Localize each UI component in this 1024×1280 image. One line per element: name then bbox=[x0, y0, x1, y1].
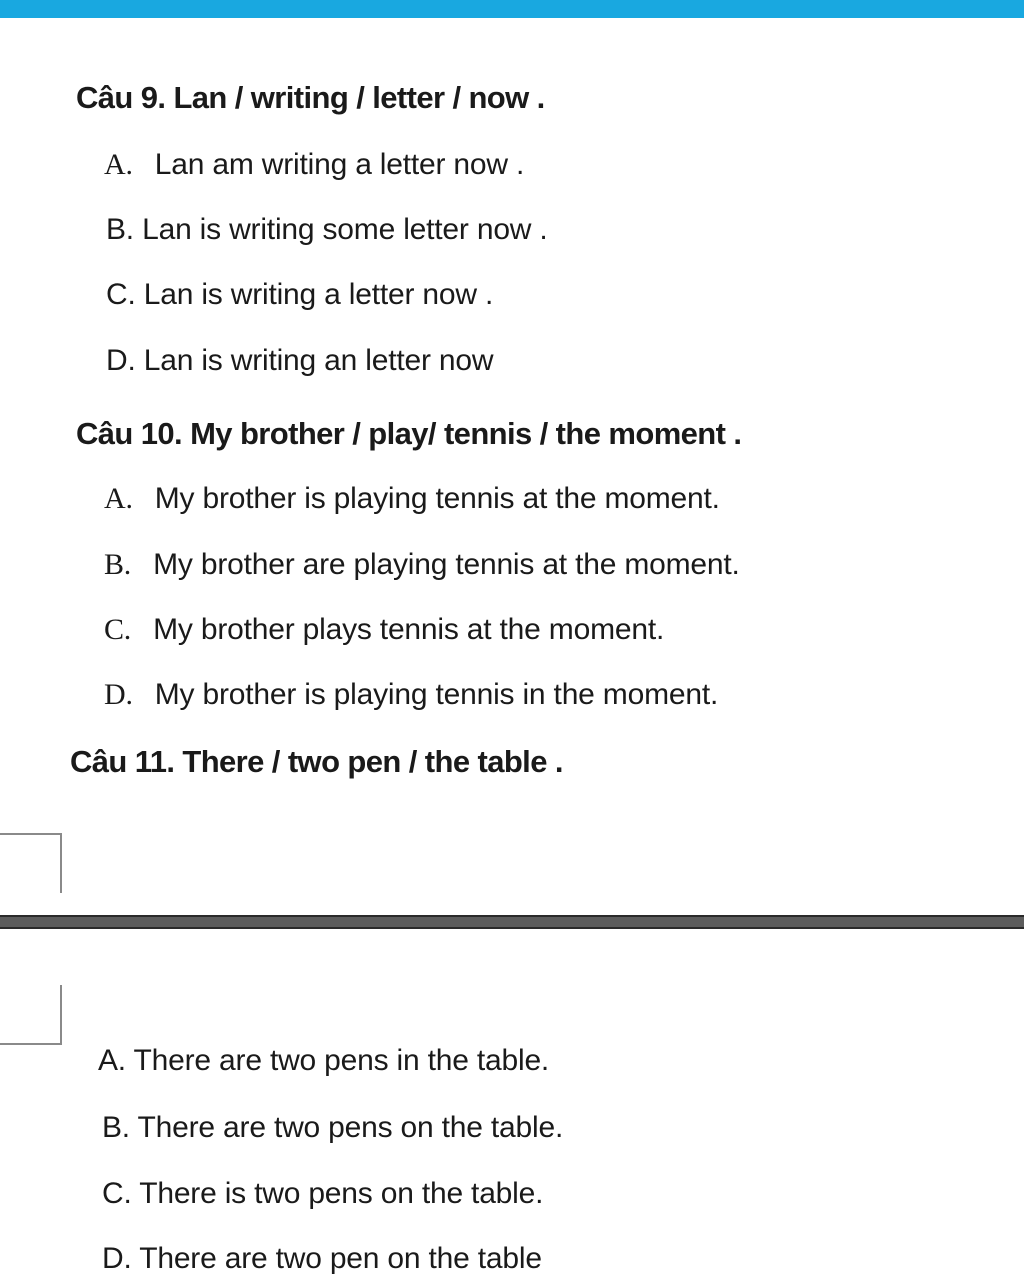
option-letter: B. bbox=[106, 213, 134, 246]
option-text: There are two pen on the table bbox=[139, 1242, 542, 1275]
question-9-option-a[interactable] bbox=[104, 148, 524, 182]
question-10-title: Câu 10. My brother / play/ tennis / the moment . bbox=[76, 416, 742, 451]
page-corner-mark-bottom bbox=[0, 985, 62, 1045]
option-text: Lan is writing some letter now . bbox=[142, 213, 548, 246]
option-text: There are two pens on the table. bbox=[137, 1111, 564, 1144]
option-text: My brother is playing tennis at the moment. bbox=[154, 482, 720, 515]
option-text: My brother are playing tennis at the moment. bbox=[153, 548, 740, 581]
option-letter: A. bbox=[104, 148, 133, 181]
page-break-divider bbox=[0, 915, 1024, 929]
option-text: There are two pens in the table. bbox=[133, 1044, 550, 1077]
question-10-option-b[interactable] bbox=[104, 548, 740, 582]
option-letter: C. bbox=[104, 613, 132, 646]
option-letter: B. bbox=[102, 1111, 130, 1144]
option-letter: D. bbox=[102, 1242, 132, 1275]
option-letter: B. bbox=[104, 548, 132, 581]
option-letter: D. bbox=[106, 344, 136, 377]
question-9-option-c[interactable] bbox=[106, 278, 493, 312]
page-corner-mark-top bbox=[0, 833, 62, 893]
option-text: My brother is playing tennis in the moment. bbox=[154, 678, 719, 711]
option-letter: C. bbox=[106, 278, 136, 311]
question-9-option-d[interactable] bbox=[106, 344, 493, 378]
top-accent-bar bbox=[0, 0, 1024, 18]
question-11-option-a[interactable] bbox=[98, 1044, 549, 1078]
question-11-option-c[interactable] bbox=[102, 1177, 543, 1211]
question-9-option-b[interactable] bbox=[106, 213, 548, 247]
option-text: Lan am writing a letter now . bbox=[154, 148, 525, 181]
option-letter: A. bbox=[104, 482, 133, 515]
question-11-option-b[interactable] bbox=[102, 1111, 563, 1145]
question-10-option-d[interactable] bbox=[104, 678, 718, 712]
option-text: There is two pens on the table. bbox=[139, 1177, 544, 1210]
option-text: My brother plays tennis at the moment. bbox=[153, 613, 665, 646]
option-text: Lan is writing an letter now bbox=[143, 344, 494, 377]
question-10-option-c[interactable] bbox=[104, 613, 664, 647]
option-letter: A. bbox=[98, 1044, 126, 1077]
option-letter: D. bbox=[104, 678, 133, 711]
question-11-option-d[interactable] bbox=[102, 1242, 542, 1276]
question-9-title: Câu 9. Lan / writing / letter / now . bbox=[76, 80, 545, 115]
question-10-option-a[interactable] bbox=[104, 482, 720, 516]
option-text: Lan is writing a letter now . bbox=[143, 278, 494, 311]
question-11-title: Câu 11. There / two pen / the table . bbox=[70, 744, 563, 779]
option-letter: C. bbox=[102, 1177, 132, 1210]
